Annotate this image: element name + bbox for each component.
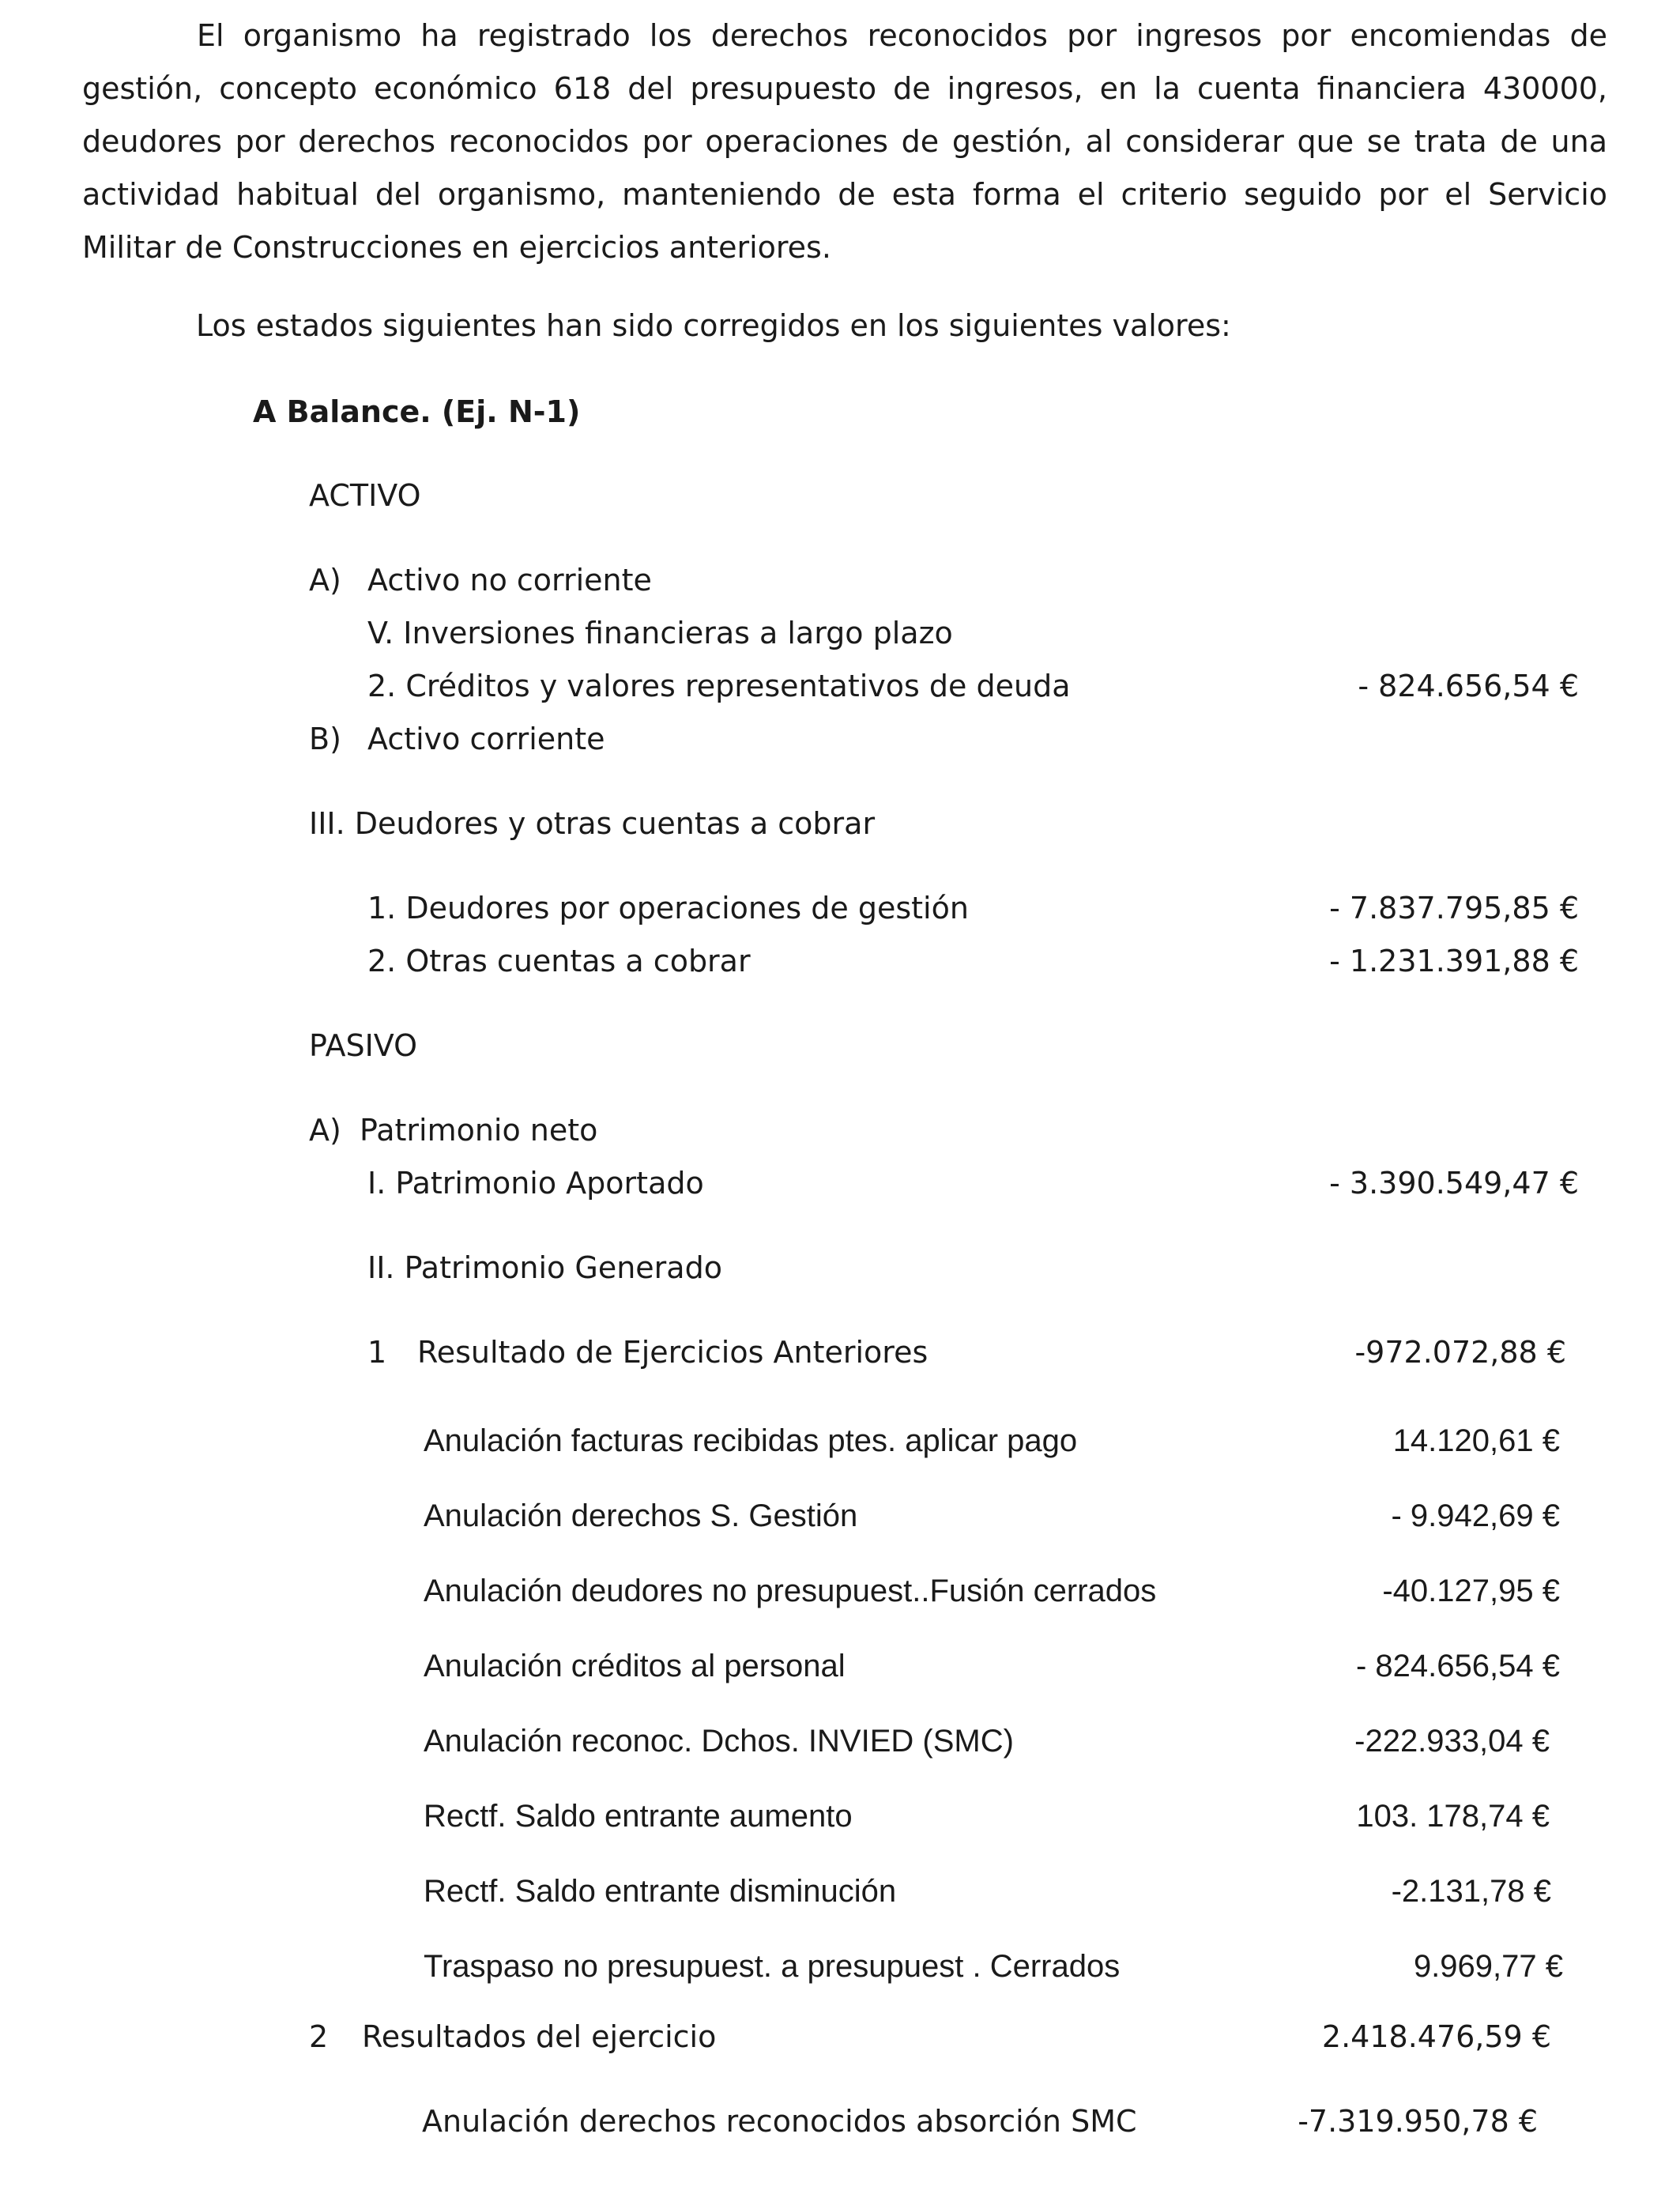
adjustment-amount: 9.969,77 € (1413, 1949, 1563, 1984)
adjustment-label: Anulación facturas recibidas ptes. aplicar pago (424, 1423, 1078, 1458)
resultado-anteriores-number: 1 (367, 1335, 387, 1370)
adjustment-label: Rectf. Saldo entrante disminución (424, 1874, 897, 1909)
adjustment-amount: - 824.656,54 € (1356, 1649, 1560, 1683)
activo-corriente: Activo corriente (367, 722, 605, 756)
patrimonio-generado: II. Patrimonio Generado (367, 1250, 722, 1285)
resultado-anteriores-label: Resultado de Ejercicios Anteriores (417, 1335, 929, 1370)
intro-paragraph-text: El organismo ha registrado los derechos reconocidos por ingresos por encomiendas de gestión, concepto económico 618 del presupuesto de ingresos, en la cuenta financiera 430000, deudores por derechos reconocidos por operaciones de gestión, al considerar que se trata de una actividad habitual del organismo, manteniendo de esta forma el criterio seguido por el Servicio Militar de Construcciones en ejercicios anteriores. (82, 18, 1607, 265)
otras-cuentas-amount: - 1.231.391,88 € (1329, 944, 1579, 978)
activo-heading: ACTIVO (309, 478, 421, 513)
deudores-gestion-label: 1. Deudores por operaciones de gestión (367, 891, 969, 925)
resultado-anteriores-amount: -972.072,88 € (1354, 1335, 1566, 1370)
anulacion-smc-amount: -7.319.950,78 € (1298, 2104, 1538, 2139)
adjustment-label: Anulación derechos S. Gestión (424, 1498, 858, 1533)
deudores-gestion-amount: - 7.837.795,85 € (1329, 891, 1579, 925)
otras-cuentas-label: 2. Otras cuentas a cobrar (367, 944, 751, 978)
resultados-ejercicio-amount: 2.418.476,59 € (1321, 2019, 1551, 2054)
adjustment-amount: -2.131,78 € (1391, 1874, 1551, 1909)
adjustment-amount: -222.933,04 € (1354, 1724, 1550, 1759)
intro-paragraph (82, 9, 1607, 274)
pasivo-a-label: A) (309, 1113, 341, 1148)
creditos-valores-amount: - 824.656,54 € (1358, 669, 1579, 703)
patrimonio-neto: Patrimonio neto (360, 1113, 598, 1148)
adjustment-label: Anulación reconoc. Dchos. INVIED (SMC) (424, 1724, 1014, 1759)
resultados-ejercicio-label: Resultados del ejercicio (362, 2019, 717, 2054)
creditos-valores-label: 2. Créditos y valores representativos de deuda (367, 669, 1071, 703)
patrimonio-aportado-amount: - 3.390.549,47 € (1329, 1166, 1579, 1201)
adjustment-amount: 103. 178,74 € (1356, 1799, 1550, 1834)
activo-b-label: B) (309, 722, 341, 756)
adjustment-label: Rectf. Saldo entrante aumento (424, 1799, 853, 1834)
adjustment-label: Traspaso no presupuest. a presupuest . Cerrados (424, 1949, 1121, 1984)
adjustment-label: Anulación créditos al personal (424, 1649, 846, 1683)
activo-a-label: A) (309, 563, 341, 598)
adjustment-amount: - 9.942,69 € (1391, 1498, 1560, 1533)
adjustment-amount: 14.120,61 € (1392, 1423, 1560, 1458)
deudores-cuentas-cobrar: III. Deudores y otras cuentas a cobrar (309, 806, 876, 841)
adjustment-amount: -40.127,95 € (1382, 1574, 1560, 1608)
activo-no-corriente: Activo no corriente (367, 563, 652, 598)
patrimonio-aportado-label: I. Patrimonio Aportado (367, 1166, 704, 1201)
pasivo-heading: PASIVO (309, 1028, 418, 1063)
adjustment-label: Anulación deudores no presupuest..Fusión cerrados (424, 1574, 1157, 1608)
statement-intro: Los estados siguientes han sido corregidos en los siguientes valores: (196, 308, 1231, 343)
anulacion-smc-label: Anulación derechos reconocidos absorción SMC (422, 2104, 1137, 2139)
section-title: A Balance. (Ej. N-1) (253, 394, 581, 429)
resultados-ejercicio-number: 2 (309, 2019, 329, 2054)
inversiones-financieras: V. Inversiones financieras a largo plazo (367, 616, 953, 650)
